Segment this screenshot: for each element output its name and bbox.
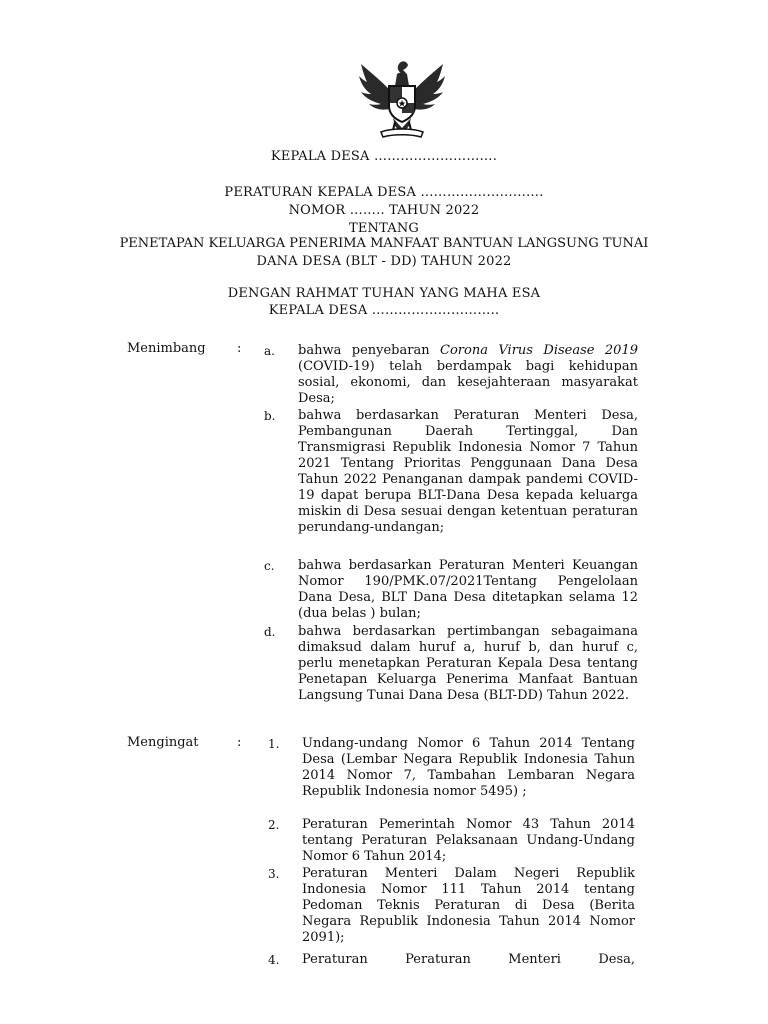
subject-line-1: PENETAPAN KELUARGA PENERIMA MANFAAT BANTUAN LANGSUNG TUNAI: [119, 236, 649, 251]
mengingat-mark-4: 4.: [268, 953, 280, 967]
menimbang-mark-a: a.: [264, 344, 275, 358]
subject-line-2: DANA DESA (BLT - DD) TAHUN 2022: [256, 254, 512, 269]
menimbang-mark-c: c.: [264, 559, 275, 573]
menimbang-mark-d: d.: [264, 625, 276, 639]
mengingat-label: Mengingat: [127, 735, 199, 750]
invocation-line: DENGAN RAHMAT TUHAN YANG MAHA ESA: [227, 286, 541, 301]
tentang-line: TENTANG: [348, 221, 420, 236]
mengingat-colon: :: [237, 735, 242, 750]
mengingat-mark-1: 1.: [268, 737, 280, 751]
menimbang-item-b: bahwa berdasarkan Peraturan Menteri Desa, Pembangunan Daerah Tertinggal, Dan Transmigrasi Republik Indonesia Nomor 7 Tahun 2021 Tentang Prioritas Penggunaan Dana Desa Tahun 2022 Penanganan dampak pandemi COVID-19 dapat berupa BLT-Dana Desa kepada keluarga miskin di Desa sesuai dengan ketentuan peraturan perundang-undangan;: [298, 408, 638, 535]
menimbang-mark-b: b.: [264, 409, 276, 423]
regulation-title: PERATURAN KEPALA DESA ……………………….: [224, 185, 544, 200]
mengingat-item-2: Peraturan Pemerintah Nomor 43 Tahun 2014 tentang Peraturan Pelaksanaan Undang-Undang Nomor 6 Tahun 2014;: [302, 817, 635, 864]
menimbang-colon: :: [237, 341, 242, 356]
kepala-desa-signature-heading: KEPALA DESA ………………………..: [268, 303, 500, 318]
menimbang-label: Menimbang: [127, 341, 206, 356]
mengingat-mark-3: 3.: [268, 867, 280, 881]
garuda-emblem: [357, 56, 447, 142]
regulation-number: NOMOR …….. TAHUN 2022: [288, 203, 480, 218]
mengingat-mark-2: 2.: [268, 818, 280, 832]
kepala-desa-heading: KEPALA DESA ……………………….: [270, 149, 498, 164]
menimbang-item-c: bahwa berdasarkan Peraturan Menteri Keuangan Nomor 190/PMK.07/2021Tentang Pengelolaan Dana Desa, BLT Dana Desa ditetapkan selama 12 (dua belas ) bulan;: [298, 558, 638, 621]
mengingat-item-3: Peraturan Menteri Dalam Negeri Republik Indonesia Nomor 111 Tahun 2014 tentang Pedoman Teknis Peraturan di Desa (Berita Negara Republik Indonesia Tahun 2014 Nomor 2091);: [302, 866, 635, 945]
menimbang-item-a: bahwa penyebaran Corona Virus Disease 2019 (COVID-19) telah berdampak bagi kehidupan sosial, ekonomi, dan kesejahteraan masyarakat Desa;: [298, 343, 638, 406]
menimbang-item-d: bahwa berdasarkan pertimbangan sebagaimana dimaksud dalam huruf a, huruf b, dan huruf c, perlu menetapkan Peraturan Kepala Desa tentang Penetapan Keluarga Penerima Manfaat Bantuan Langsung Tunai Dana Desa (BLT-DD) Tahun 2022.: [298, 624, 638, 703]
mengingat-item-1: Undang-undang Nomor 6 Tahun 2014 Tentang Desa (Lembar Negara Republik Indonesia Tahun 2014 Nomor 7, Tambahan Lembaran Negara Republik Indonesia nomor 5495) ;: [302, 736, 635, 799]
mengingat-item-4: Peraturan Peraturan Menteri Desa,: [302, 952, 635, 967]
